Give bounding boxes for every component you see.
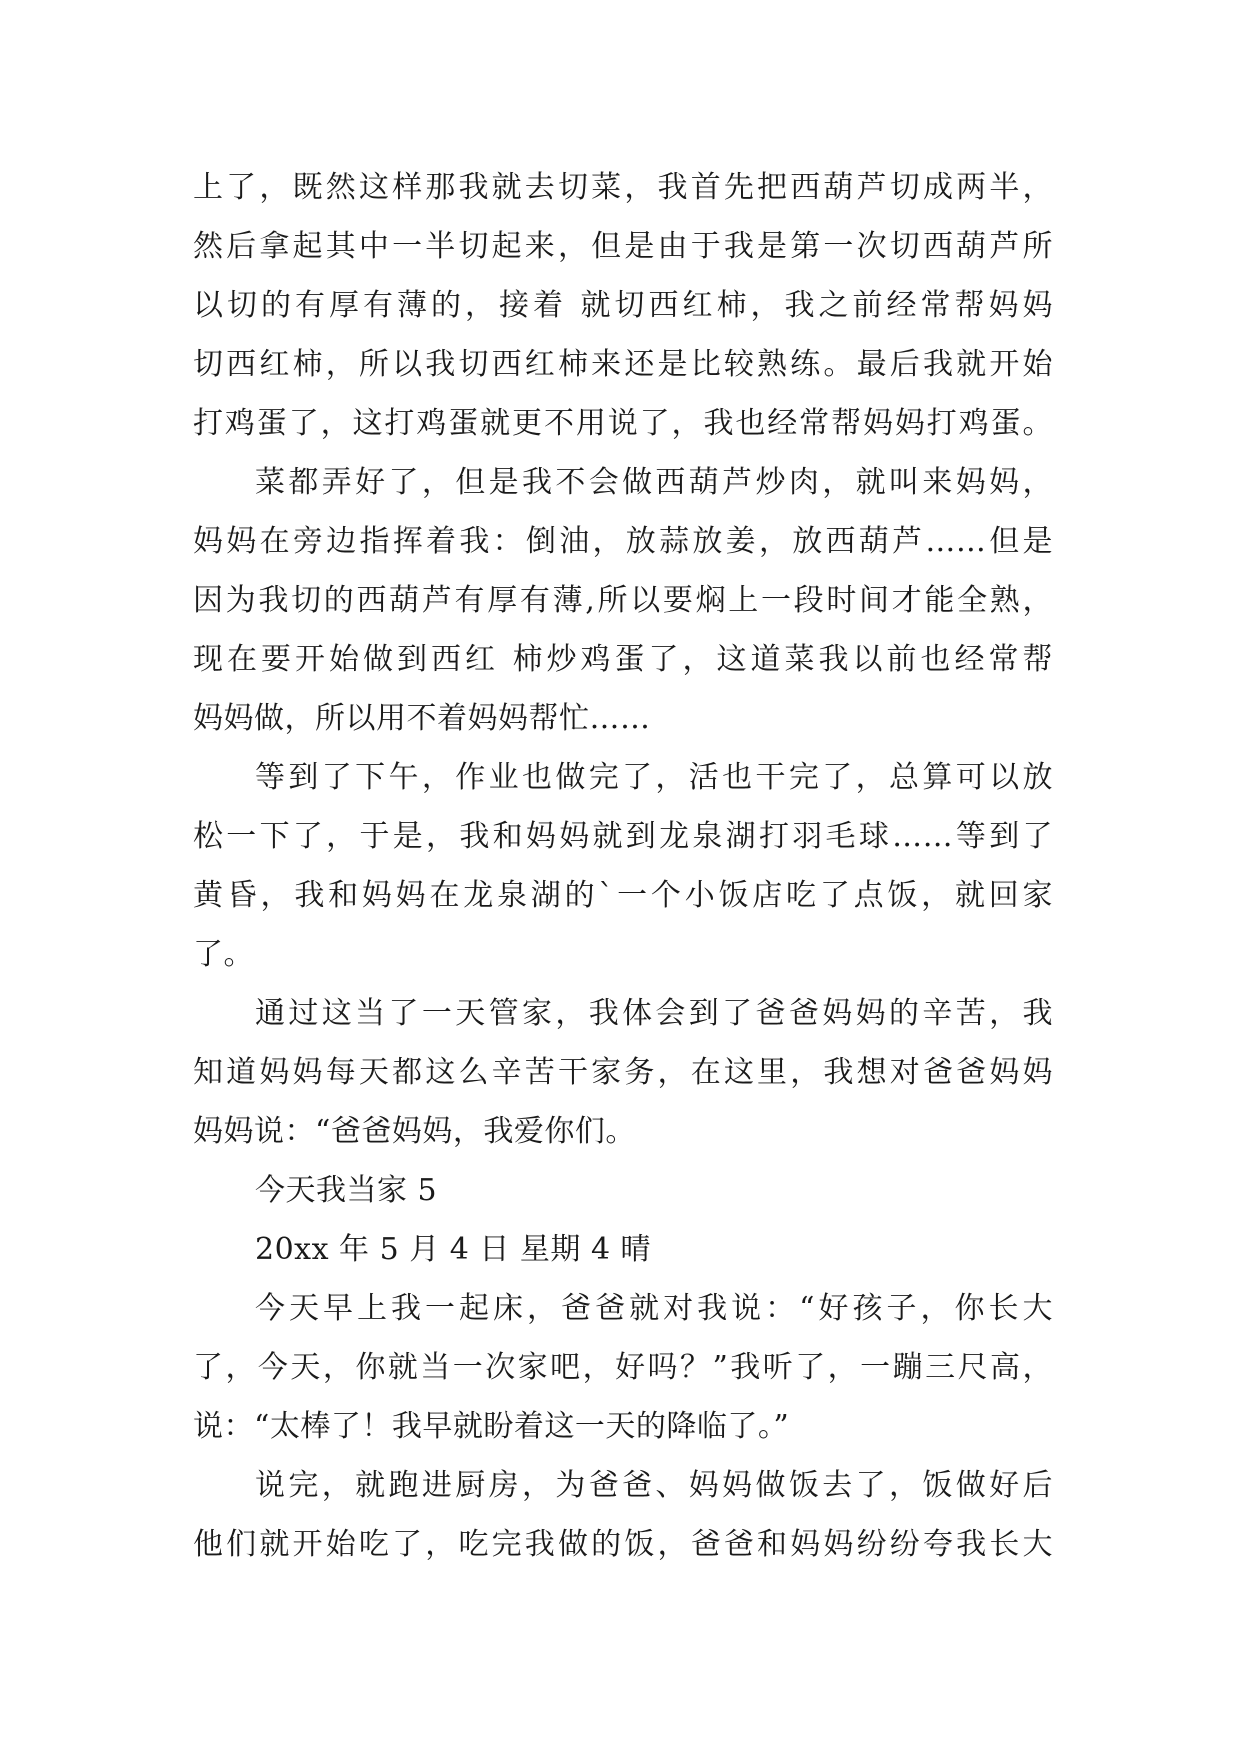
text-line: 现在要开始做到西红 柿炒鸡蛋了，这道菜我以前也经常帮 bbox=[193, 642, 1053, 677]
text-line: 上了，既然这样那我就去切菜，我首先把西葫芦切成两半， bbox=[193, 170, 1053, 205]
text-line: 打鸡蛋了，这打鸡蛋就更不用说了，我也经常帮妈妈打鸡蛋。 bbox=[193, 406, 1053, 441]
text-line: 黄昏，我和妈妈在龙泉湖的`一个小饭店吃了点饭，就回家 bbox=[193, 878, 1053, 913]
text-line: 以切的有厚有薄的，接着 就切西红柿，我之前经常帮妈妈 bbox=[193, 288, 1053, 323]
document-body bbox=[193, 158, 1053, 1574]
text-line: 知道妈妈每天都这么辛苦干家务，在这里，我想对爸爸妈妈 bbox=[193, 1055, 1053, 1090]
text-line: 切西红柿，所以我切西红柿来还是比较熟练。最后我就开始 bbox=[193, 347, 1053, 382]
text-line: 妈妈说：“爸爸妈妈，我爱你们。 bbox=[193, 1114, 636, 1149]
text-line: 他们就开始吃了，吃完我做的饭，爸爸和妈妈纷纷夸我长大 bbox=[193, 1527, 1053, 1562]
section-title: 今天我当家 5 bbox=[255, 1173, 438, 1208]
text-line: 妈妈做，所以用不着妈妈帮忙…… bbox=[193, 701, 651, 736]
text-line: 了。 bbox=[193, 937, 254, 972]
text-line: 松一下了，于是，我和妈妈就到龙泉湖打羽毛球……等到了 bbox=[193, 819, 1053, 854]
paragraph-start-line: 等到了下午，作业也做完了，活也干完了，总算可以放 bbox=[255, 760, 1053, 795]
text-line: 然后拿起其中一半切起来，但是由于我是第一次切西葫芦所 bbox=[193, 229, 1053, 264]
paragraph-start-line: 菜都弄好了，但是我不会做西葫芦炒肉，就叫来妈妈， bbox=[255, 465, 1053, 500]
text-line: 说：“太棒了！我早就盼着这一天的降临了。” bbox=[193, 1409, 790, 1444]
paragraph-start-line: 说完，就跑进厨房，为爸爸、妈妈做饭去了，饭做好后 bbox=[255, 1468, 1053, 1503]
text-line: 妈妈在旁边指挥着我：倒油，放蒜放姜，放西葫芦……但是 bbox=[193, 524, 1053, 559]
paragraph-start-line: 今天早上我一起床，爸爸就对我说：“好孩子，你长大 bbox=[255, 1291, 1053, 1326]
text-line: 了，今天，你就当一次家吧，好吗？”我听了，一蹦三尺高， bbox=[193, 1350, 1053, 1385]
paragraph-start-line: 通过这当了一天管家，我体会到了爸爸妈妈的辛苦，我 bbox=[255, 996, 1053, 1031]
date-line: 20xx 年 5 月 4 日 星期 4 晴 bbox=[255, 1232, 652, 1267]
text-line: 因为我切的西葫芦有厚有薄,所以要焖上一段时间才能全熟， bbox=[193, 583, 1053, 618]
